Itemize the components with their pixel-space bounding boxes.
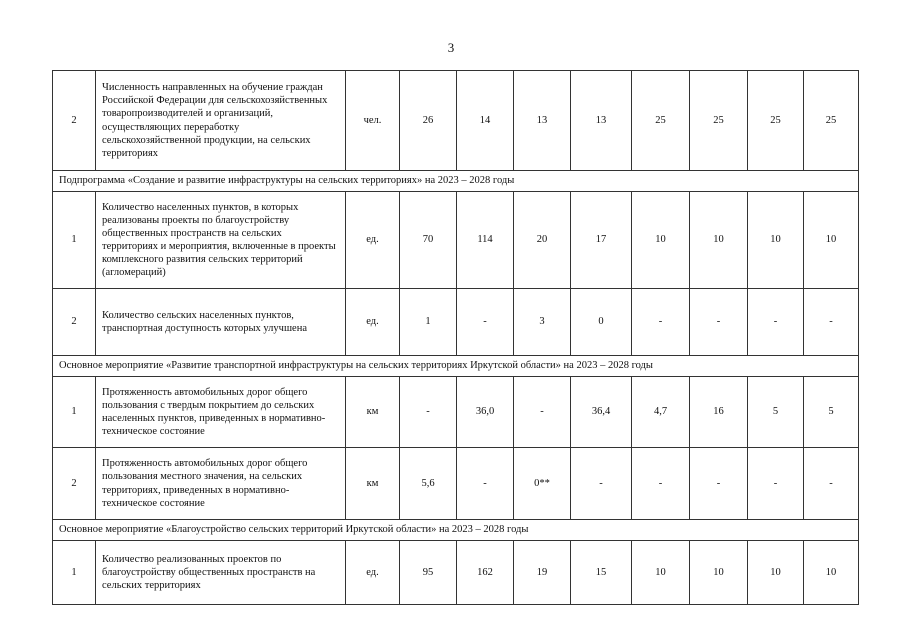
- value-cell: 26: [400, 71, 457, 171]
- value-cell: 10: [632, 541, 690, 605]
- value-cell: -: [804, 448, 859, 520]
- value-cell: 13: [514, 71, 571, 171]
- row-number: 1: [53, 377, 96, 448]
- value-cell: -: [457, 289, 514, 356]
- section-heading: Основное мероприятие «Благоустройство сельских территорий Иркутской области» на 2023 – 2028 годы: [53, 520, 859, 541]
- value-cell: -: [690, 448, 748, 520]
- indicators-table: [52, 70, 859, 605]
- row-number: 2: [53, 71, 96, 171]
- value-cell: 114: [457, 192, 514, 289]
- value-cell: 15: [571, 541, 632, 605]
- indicator-name: Численность направленных на обучение граждан Российской Федерации для сельскохозяйственных товаропроизводителей и организаций, осуществляющих переработку сельскохозяйственной продукции, на сельских территориях: [96, 71, 346, 171]
- value-cell: 0: [571, 289, 632, 356]
- value-cell: 25: [632, 71, 690, 171]
- value-cell: 5,6: [400, 448, 457, 520]
- section-heading: Подпрограмма «Создание и развитие инфраструктуры на сельских территориях» на 2023 – 2028 годы: [53, 171, 859, 192]
- value-cell: 70: [400, 192, 457, 289]
- unit-cell: ед.: [346, 541, 400, 605]
- value-cell: 17: [571, 192, 632, 289]
- value-cell: -: [748, 448, 804, 520]
- value-cell: 10: [804, 192, 859, 289]
- value-cell: -: [690, 289, 748, 356]
- value-cell: -: [457, 448, 514, 520]
- value-cell: -: [571, 448, 632, 520]
- value-cell: 1: [400, 289, 457, 356]
- unit-cell: ед.: [346, 192, 400, 289]
- value-cell: 10: [804, 541, 859, 605]
- section-heading: Основное мероприятие «Развитие транспортной инфраструктуры на сельских территориях Иркутской области» на 2023 – 2028 годы: [53, 356, 859, 377]
- value-cell: 25: [804, 71, 859, 171]
- indicator-name: Количество реализованных проектов по благоустройству общественных пространств на сельских территориях: [96, 541, 346, 605]
- value-cell: 10: [748, 541, 804, 605]
- indicator-name: Протяженность автомобильных дорог общего пользования местного значения, на сельских территориях, приведенных в нормативно-техническое состояние: [96, 448, 346, 520]
- value-cell: 20: [514, 192, 571, 289]
- row-number: 1: [53, 541, 96, 605]
- indicator-name: Количество сельских населенных пунктов, транспортная доступность которых улучшена: [96, 289, 346, 356]
- value-cell: 5: [804, 377, 859, 448]
- table-row: [53, 71, 859, 171]
- indicator-name: Протяженность автомобильных дорог общего пользования с твердым покрытием до сельских населенных пунктов, приведенных в нормативно-техническое состояние: [96, 377, 346, 448]
- value-cell: -: [804, 289, 859, 356]
- row-number: 1: [53, 192, 96, 289]
- value-cell: 36,4: [571, 377, 632, 448]
- unit-cell: км: [346, 377, 400, 448]
- value-cell: 10: [690, 192, 748, 289]
- value-cell: 10: [748, 192, 804, 289]
- value-cell: -: [400, 377, 457, 448]
- value-cell: 4,7: [632, 377, 690, 448]
- page-number: 3: [447, 40, 455, 55]
- value-cell: 14: [457, 71, 514, 171]
- row-number: 2: [53, 448, 96, 520]
- value-cell: 10: [690, 541, 748, 605]
- value-cell: 13: [571, 71, 632, 171]
- value-cell: 25: [690, 71, 748, 171]
- value-cell: 19: [514, 541, 571, 605]
- value-cell: -: [514, 377, 571, 448]
- value-cell: 5: [748, 377, 804, 448]
- table-row: [53, 192, 859, 289]
- section-row: [53, 520, 859, 541]
- value-cell: -: [632, 289, 690, 356]
- value-cell: 10: [632, 192, 690, 289]
- value-cell: 16: [690, 377, 748, 448]
- table-row: [53, 541, 859, 605]
- value-cell: 0**: [514, 448, 571, 520]
- value-cell: 3: [514, 289, 571, 356]
- table-row: [53, 377, 859, 448]
- value-cell: 162: [457, 541, 514, 605]
- section-row: [53, 171, 859, 192]
- row-number: 2: [53, 289, 96, 356]
- indicator-name: Количество населенных пунктов, в которых реализованы проекты по благоустройству общественных пространств на сельских территориях и мероприятия, включенные в проекты комплексного развития сельских территорий (агломераций): [96, 192, 346, 289]
- section-row: [53, 356, 859, 377]
- value-cell: -: [632, 448, 690, 520]
- unit-cell: ед.: [346, 289, 400, 356]
- value-cell: 25: [748, 71, 804, 171]
- table-row: [53, 289, 859, 356]
- table-row: [53, 448, 859, 520]
- value-cell: 36,0: [457, 377, 514, 448]
- unit-cell: чел.: [346, 71, 400, 171]
- value-cell: -: [748, 289, 804, 356]
- value-cell: 95: [400, 541, 457, 605]
- unit-cell: км: [346, 448, 400, 520]
